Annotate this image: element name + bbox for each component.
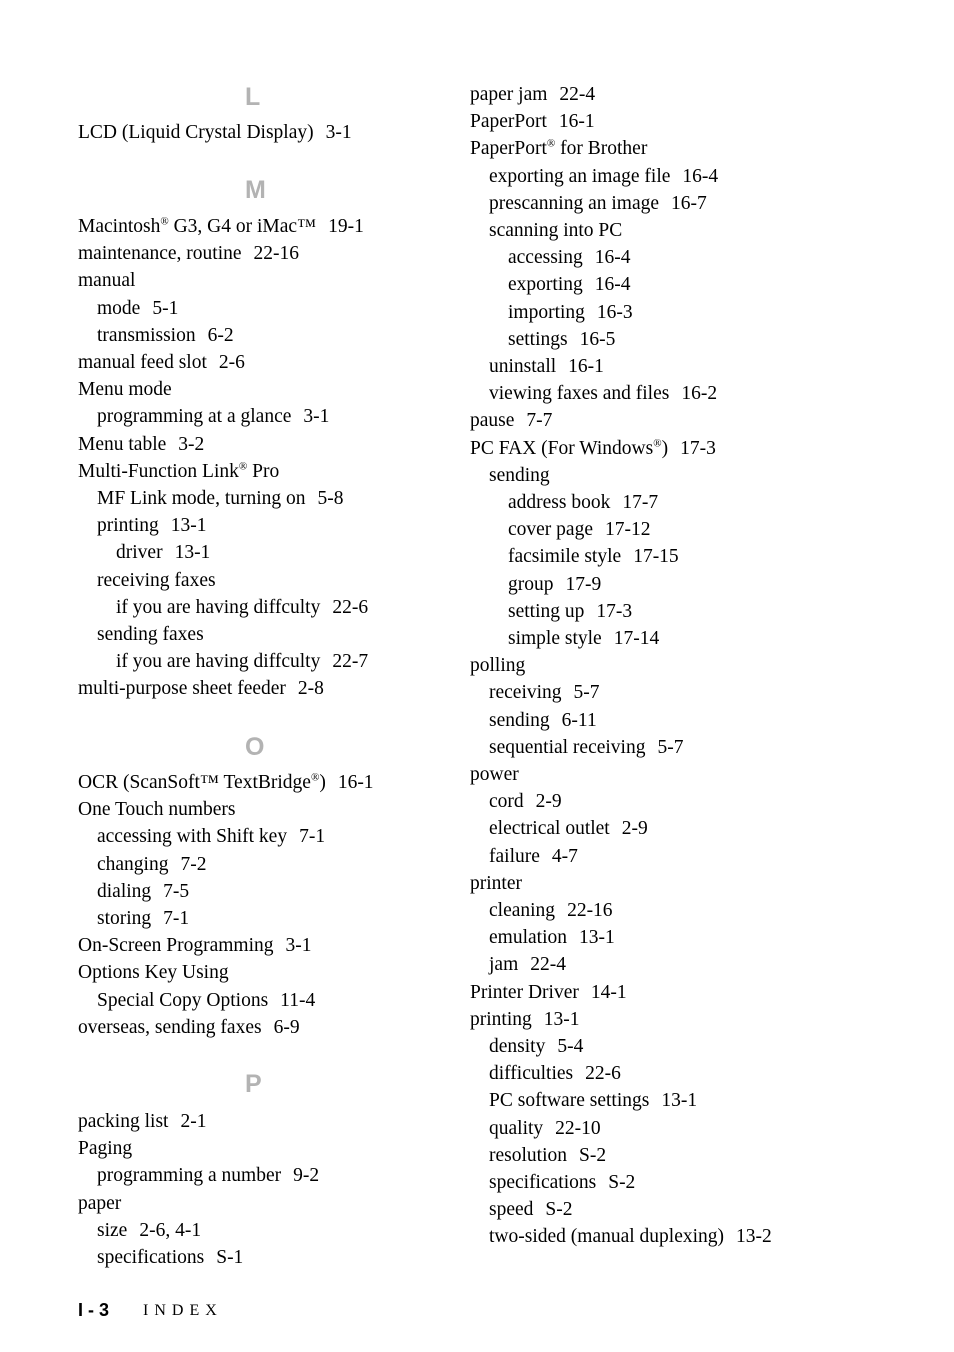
index-entry-level-0 [78, 961, 229, 985]
entry-page-ref: 5-1 [152, 297, 179, 319]
entry-page-ref: 17-7 [622, 492, 659, 513]
entry-term: sending [489, 464, 550, 486]
index-entry-level-1 [97, 989, 315, 1013]
index-entry-level-1 [97, 1219, 201, 1243]
index-entry-level-0 [470, 1008, 580, 1032]
entry-page-ref: 13-1 [174, 542, 211, 564]
entry-term: Options Key Using [78, 962, 229, 984]
entry-term: Menu table [78, 433, 167, 455]
index-entry-level-1 [489, 817, 648, 841]
entry-page-ref: 16-1 [558, 111, 595, 133]
index-entry-level-2 [116, 650, 368, 674]
entry-term: sending faxes [97, 624, 204, 645]
index-entry-level-2 [508, 273, 630, 297]
section-letter: P [245, 1070, 262, 1098]
entry-page-ref: 16-2 [681, 383, 718, 405]
index-entry-level-2 [116, 596, 368, 620]
index-entry-level-0 [470, 137, 647, 161]
entry-term: simple style [508, 628, 602, 649]
index-entry-level-1 [489, 165, 718, 189]
entry-page-ref: 16-4 [682, 165, 719, 187]
entry-term: OCR (ScanSoft™ TextBridge [78, 772, 311, 793]
entry-term: setting up [508, 600, 585, 622]
index-entry-level-0 [78, 1016, 300, 1040]
index-entry-level-1 [489, 1062, 621, 1086]
entry-term: Printer Driver [470, 981, 579, 1003]
entry-page-ref: 3-1 [285, 935, 312, 957]
entry-term: emulation [489, 927, 567, 949]
index-entry-level-1 [489, 736, 683, 760]
entry-term: speed [489, 1199, 534, 1221]
entry-term: specifications [489, 1172, 597, 1193]
index-entry-level-0 [78, 1110, 206, 1134]
index-entry-level-1 [489, 1117, 601, 1141]
index-entry-level-0 [78, 460, 279, 484]
entry-page-ref: 22-4 [530, 954, 566, 976]
index-entry-level-0 [78, 215, 364, 239]
entry-page-ref: 7-7 [526, 410, 553, 432]
index-entry-level-1 [489, 1198, 573, 1222]
entry-page-ref: 11-4 [280, 989, 316, 1011]
index-entry-level-1 [489, 219, 622, 243]
index-entry-level-1 [489, 1171, 635, 1195]
entry-term: Paging [78, 1138, 133, 1160]
section-letter: O [245, 733, 265, 761]
entry-page-ref: S-1 [216, 1247, 244, 1268]
entry-term: On-Screen Programming [78, 935, 274, 957]
entry-term: changing [97, 853, 169, 875]
entry-term: jam [489, 954, 519, 976]
entry-term: if you are having diffculty [116, 596, 321, 618]
index-entry-level-0 [78, 433, 204, 457]
entry-term: sending [489, 709, 550, 731]
index-entry-level-2 [508, 600, 632, 624]
entry-term: size [97, 1219, 128, 1241]
entry-page-ref: 4-7 [551, 845, 578, 867]
entry-term: facsimile style [508, 546, 622, 568]
entry-term: Special Copy Options [97, 989, 269, 1011]
entry-term: transmission [97, 324, 196, 346]
entry-page-ref: 7-1 [163, 908, 190, 929]
index-entry-level-1 [97, 623, 204, 647]
entry-term: accessing with Shift key [97, 826, 288, 848]
registered-mark: ® [310, 771, 320, 784]
entry-term: printing [470, 1008, 532, 1030]
entry-page-ref: 6-9 [273, 1016, 300, 1038]
index-entry-level-1 [489, 899, 613, 923]
entry-page-ref: 17-15 [633, 546, 679, 568]
entry-page-ref: 13-1 [661, 1090, 698, 1112]
entry-page-ref: 22-16 [567, 900, 613, 921]
entry-page-ref: 5-4 [557, 1036, 584, 1057]
index-entry-level-0 [78, 269, 135, 293]
registered-mark: ® [238, 460, 248, 473]
index-entry-level-1 [97, 907, 189, 931]
index-entry-level-0 [470, 654, 525, 678]
entry-term: failure [489, 845, 540, 867]
index-entry-level-0 [78, 121, 352, 145]
entry-page-ref: 22-16 [253, 243, 300, 265]
entry-page-ref: 2-6 [218, 352, 245, 373]
index-entry-level-0 [470, 872, 522, 896]
entry-term-continued: Pro [247, 460, 280, 482]
index-entry-level-2 [508, 518, 651, 542]
entry-page-ref: S-2 [545, 1199, 573, 1221]
entry-page-ref: 16-3 [596, 301, 633, 323]
index-entry-level-1 [97, 405, 329, 429]
registered-mark: ® [160, 215, 169, 228]
entry-page-ref: 17-3 [680, 437, 716, 459]
index-entry-level-1 [97, 880, 189, 904]
entry-page-ref: 6-11 [561, 709, 597, 731]
entry-term: power [470, 764, 519, 785]
entry-page-ref: 7-1 [299, 826, 326, 848]
index-entry-level-0 [78, 351, 245, 375]
entry-term: mode [97, 297, 141, 319]
entry-page-ref: 7-2 [180, 853, 207, 875]
section-letter: L [245, 83, 261, 111]
entry-term: group [508, 573, 554, 595]
entry-page-ref: 2-9 [535, 791, 562, 813]
entry-term: uninstall [489, 356, 557, 377]
index-entry-level-1 [489, 709, 597, 733]
entry-term: exporting [508, 274, 583, 296]
entry-term: manual feed slot [78, 352, 207, 373]
index-entry-level-1 [97, 324, 234, 348]
entry-term: difficulties [489, 1063, 574, 1085]
entry-term: dialing [97, 880, 152, 902]
entry-page-ref: 5-7 [573, 682, 600, 704]
index-entry-level-0 [78, 242, 299, 266]
entry-page-ref: 9-2 [293, 1165, 320, 1187]
entry-term: PC software settings [489, 1090, 650, 1112]
entry-term: PC FAX (For Windows [470, 437, 654, 459]
index-entry-level-1 [97, 297, 178, 321]
entry-page-ref: 17-9 [565, 573, 602, 595]
index-entry-level-0 [470, 83, 595, 107]
entry-term: cleaning [489, 900, 556, 921]
entry-page-ref: 17-12 [605, 519, 651, 541]
entry-page-ref: 17-3 [596, 600, 633, 622]
registered-mark: ® [653, 437, 662, 450]
entry-term: printing [97, 515, 159, 537]
entry-term: electrical outlet [489, 818, 610, 840]
entry-page-ref: 2-6, 4-1 [139, 1219, 202, 1241]
entry-term: PaperPort [470, 111, 547, 133]
index-entry-level-0 [470, 437, 716, 461]
entry-term: settings [508, 328, 568, 350]
entry-term: receiving faxes [97, 569, 216, 591]
entry-term: scanning into PC [489, 220, 623, 241]
entry-page-ref: 19-1 [328, 216, 364, 237]
entry-page-ref: 17-14 [613, 628, 660, 649]
index-entry-level-0 [78, 677, 324, 701]
index-entry-level-0 [470, 763, 519, 787]
index-entry-level-2 [508, 491, 658, 515]
entry-term: paper jam [470, 84, 548, 105]
index-entry-level-2 [508, 573, 601, 597]
entry-page-ref: 2-8 [297, 678, 324, 700]
index-entry-level-1 [489, 790, 562, 814]
index-entry-level-1 [489, 845, 578, 869]
entry-page-ref: 16-4 [594, 274, 631, 296]
index-entry-level-0 [470, 409, 552, 433]
entry-page-ref: S-2 [608, 1172, 636, 1193]
entry-page-ref: 13-1 [170, 515, 207, 537]
entry-term: accessing [508, 247, 583, 269]
entry-page-ref: 2-9 [621, 818, 648, 840]
entry-term: storing [97, 908, 152, 929]
entry-page-ref: 7-5 [163, 880, 190, 902]
index-entry-level-1 [97, 853, 206, 877]
entry-term: cover page [508, 519, 593, 541]
index-entry-level-0 [470, 981, 627, 1005]
entry-term: density [489, 1036, 546, 1057]
index-entry-level-0 [78, 771, 374, 795]
entry-term: if you are having diffculty [116, 651, 321, 673]
index-entry-level-1 [489, 926, 615, 950]
entry-term: programming a number [97, 1165, 282, 1187]
entry-term-continued: G3, G4 or iMac™ [168, 216, 317, 237]
index-entry-level-1 [489, 192, 707, 216]
entry-page-ref: 16-1 [568, 356, 604, 377]
index-entry-level-2 [508, 545, 679, 569]
entry-page-ref: 22-7 [332, 651, 369, 673]
index-entry-level-1 [97, 487, 344, 511]
index-entry-level-1 [489, 681, 600, 705]
entry-term: quality [489, 1117, 544, 1139]
index-entry-level-1 [97, 514, 207, 538]
index-entry-level-0 [78, 1192, 121, 1216]
entry-page-ref: 13-2 [736, 1226, 772, 1248]
entry-page-ref: 13-1 [543, 1008, 580, 1030]
footer-section-title: INDEX [143, 1302, 223, 1319]
entry-page-ref: 22-4 [559, 84, 596, 105]
entry-term: maintenance, routine [78, 243, 242, 265]
entry-term: resolution [489, 1144, 567, 1166]
index-entry-level-1 [97, 1246, 243, 1270]
entry-page-ref: 16-4 [594, 247, 631, 269]
entry-page-ref: 22-6 [332, 596, 369, 618]
entry-page-ref: 5-7 [657, 736, 684, 758]
entry-page-ref: 22-10 [555, 1117, 601, 1139]
entry-term: pause [470, 410, 515, 432]
section-letter: M [245, 176, 266, 204]
index-entry-level-1 [489, 953, 566, 977]
index-entry-level-1 [489, 382, 717, 406]
entry-term: One Touch numbers [78, 799, 236, 821]
index-entry-level-1 [489, 355, 604, 379]
entry-page-ref: 3-1 [303, 406, 330, 428]
entry-page-ref: 14-1 [590, 981, 627, 1003]
entry-page-ref: 2-1 [180, 1111, 207, 1132]
index-entry-level-1 [97, 569, 216, 593]
footer-page-number: I - 3 [78, 1300, 110, 1320]
index-entry-level-2 [508, 328, 615, 352]
entry-term: two-sided (manual duplexing) [489, 1226, 725, 1248]
index-entry-level-1 [97, 1164, 319, 1188]
entry-term: manual [78, 270, 136, 292]
entry-term: MF Link mode, turning on [97, 488, 306, 509]
index-entry-level-1 [97, 825, 325, 849]
entry-term: Macintosh [78, 216, 161, 237]
entry-term-continued: ) [661, 437, 669, 459]
entry-page-ref: S-2 [579, 1144, 607, 1166]
entry-term: Menu mode [78, 379, 172, 401]
index-entry-level-1 [489, 1035, 583, 1059]
entry-term: address book [508, 492, 611, 513]
entry-term: importing [508, 301, 585, 323]
entry-page-ref: 22-6 [585, 1063, 621, 1085]
entry-page-ref: 3-1 [325, 122, 352, 143]
entry-term: LCD (Liquid Crystal Display) [78, 122, 314, 143]
entry-term: programming at a glance [97, 406, 292, 428]
entry-page-ref: 16-7 [671, 192, 707, 214]
entry-term: driver [116, 542, 163, 564]
entry-term: overseas, sending faxes [78, 1016, 262, 1038]
index-entry-level-0 [78, 1137, 132, 1161]
index-entry-level-0 [78, 934, 312, 958]
entry-page-ref: 13-1 [578, 927, 615, 949]
index-entry-level-2 [508, 301, 633, 325]
entry-page-ref: 6-2 [207, 324, 234, 346]
entry-term: PaperPort [470, 138, 547, 160]
index-entry-level-1 [489, 1225, 772, 1249]
index-entry-level-0 [78, 378, 172, 402]
entry-page-ref: 16-1 [337, 772, 374, 793]
entry-page-ref: 5-8 [317, 488, 344, 509]
index-entry-level-1 [489, 1144, 606, 1168]
entry-page-ref: 3-2 [178, 433, 205, 455]
entry-term: printer [470, 872, 522, 894]
index-entry-level-2 [508, 627, 659, 651]
entry-term: polling [470, 655, 526, 677]
index-entry-level-0 [470, 110, 595, 134]
index-entry-level-1 [489, 1089, 697, 1113]
entry-term: paper [78, 1192, 122, 1214]
entry-term: sequential receiving [489, 736, 646, 758]
index-entry-level-1 [489, 464, 550, 488]
entry-term: receiving [489, 682, 562, 704]
registered-mark: ® [546, 137, 556, 150]
index-entry-level-2 [116, 541, 210, 565]
entry-term: cord [489, 791, 524, 813]
entry-term: specifications [97, 1247, 205, 1268]
entry-page-ref: 16-5 [579, 328, 616, 350]
entry-term: viewing faxes and files [489, 383, 670, 405]
entry-term: exporting an image file [489, 165, 671, 187]
index-entry-level-2 [508, 246, 630, 270]
entry-term: Multi-Function Link [78, 460, 239, 482]
entry-term-continued: for Brother [555, 138, 648, 160]
index-entry-level-0 [78, 798, 236, 822]
entry-term: prescanning an image [489, 192, 660, 214]
entry-term-continued: ) [319, 772, 326, 793]
entry-term: packing list [78, 1111, 169, 1132]
entry-term: multi-purpose sheet feeder [78, 678, 286, 700]
